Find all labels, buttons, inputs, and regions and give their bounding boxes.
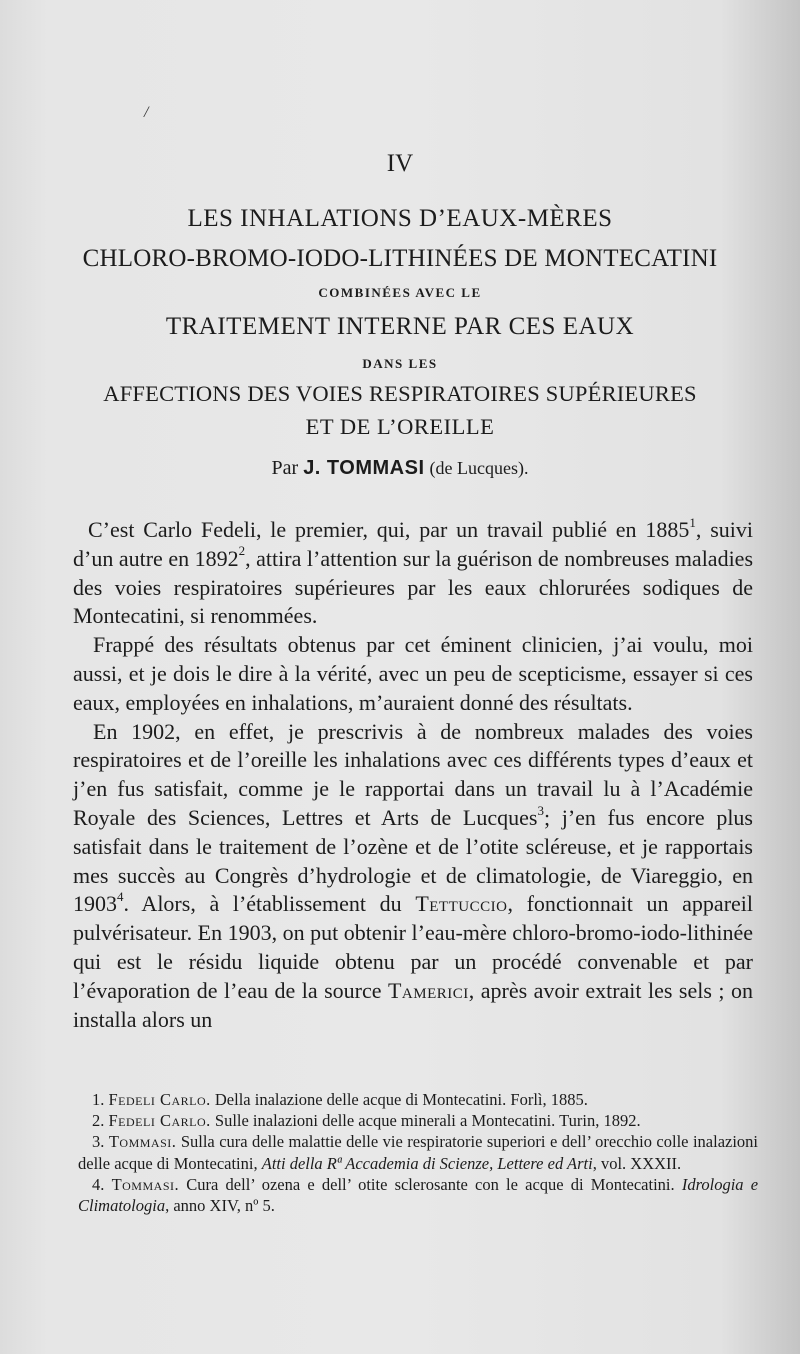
footnote-4-journal: Idrologia e Climatologia: [78, 1174, 759, 1216]
title-line-4: AFFECTIONS DES VOIES RESPIRATOIRES SUPÉRIEURES: [103, 381, 697, 406]
footnote-2-text: Sulle inalazioni delle acque minerali a Montecatini. Turin, 1892.: [214, 1111, 641, 1131]
paragraph-3: [73, 718, 753, 1035]
paragraph-1-text-b: , suivi d’un autre en 1892: [73, 517, 753, 571]
title-line-3: TRAITEMENT INTERNE PAR CES EAUX: [165, 313, 635, 340]
paragraph-1: [73, 516, 753, 631]
section-number: IV: [386, 150, 414, 177]
footnote-3: [78, 1131, 758, 1173]
footnote-4: [78, 1174, 758, 1216]
footnote-3-text: Sulla cura delle malattie delle vie respiratorie superiori e dell’ orecchio colle inalazioni delle acque di Montecatini,: [78, 1132, 759, 1173]
byline: [0, 457, 800, 480]
title-connector-1: COMBINÉES AVEC LE: [318, 285, 482, 300]
title-line-2: CHLORO-BROMO-IODO-LITHINÉES DE MONTECATINI: [82, 245, 718, 272]
paragraph-1-text-c: , attira l’attention sur la guérison de nombreuses maladies des voies respiratoires supérieures par les eaux chlorurées sodiques de Montecatini, si renommées.: [73, 545, 754, 629]
footnote-1: [78, 1089, 758, 1110]
footnote-2-author: Fedeli Carlo.: [108, 1111, 211, 1131]
footnote-ref-2: 2: [238, 543, 246, 559]
footnote-3-tail: , vol. XXXII.: [592, 1153, 682, 1173]
footnote-4-text: Cura dell’ ozena e dell’ otite sclerosante con le acque di Montecatini.: [186, 1174, 675, 1194]
footnote-ref-1: 1: [689, 514, 696, 530]
paragraph-3-text-a: En 1902, en effet, je prescrivis à de nombreux malades des voies respiratoires et de l’oreille les inhalations avec ces différents types d’eaux et j’en fus satisfait, comme je le rapportai dans un travail lu à l’Académie Royale des Sciences, Lettres et Arts de Lucques: [73, 718, 753, 830]
title-line-1: LES INHALATIONS D’EAUX-MÈRES: [187, 205, 613, 232]
footnote-3-journal: Atti della Rª Accademia di Scienze, Lettere ed Arti: [261, 1153, 593, 1173]
footnote-3-number: 3.: [92, 1132, 105, 1152]
footnote-2: [78, 1110, 758, 1131]
author-name: J. TOMMASI: [303, 457, 425, 479]
byline-prefix: Par: [271, 457, 299, 479]
footnotes: [78, 1089, 758, 1216]
paragraph-3-text-c: . Alors, à l’établissement du: [123, 891, 402, 917]
paragraph-3-text-d: , fonctionnait un appareil pulvérisateur. En 1903, on put obtenir l’eau-mère chloro-bromo-iodo-lithinée qui est le résidu liquide obtenu par un procédé convenable et par l’évaporation de l’eau de la source: [73, 891, 754, 1003]
footnote-1-number: 1.: [92, 1090, 105, 1109]
footnote-4-tail: , anno XIV, nº 5.: [165, 1196, 275, 1216]
footnote-2-number: 2.: [92, 1111, 105, 1131]
title-line-5: ET DE L’OREILLE: [305, 414, 495, 439]
footnote-ref-4: 4: [117, 889, 124, 905]
footnote-ref-3: 3: [537, 802, 544, 818]
author-location: (de Lucques).: [429, 458, 529, 478]
footnote-4-author: Tommasi.: [111, 1174, 180, 1194]
footnote-4-number: 4.: [92, 1174, 105, 1194]
paragraph-3-text-e: , après avoir extrait les sels ; on installa alors un: [73, 977, 753, 1032]
paragraph-2: Frappé des résultats obtenus par cet éminent clinicien, j’ai voulu, moi aussi, et je dois le dire à la vérité, avec un peu de scepticisme, essayer si ces eaux, employées en inhalations, m’auraient donné des résultats.: [73, 632, 753, 715]
paragraph-3-text-b: ; j’en fus encore plus satisfait dans le traitement de l’ozène et de l’otite scléreuse, et je rapportais mes succès au Congrès d’hydrologie et de climatologie, de Viareggio, en 1903: [73, 804, 753, 917]
footnote-3-author: Tommasi.: [108, 1132, 177, 1152]
margin-tick-mark: /: [144, 104, 149, 121]
title-connector-2: DANS LES: [362, 356, 438, 371]
footnote-1-text: Della inalazione delle acque di Montecatini. Forlì, 1885.: [214, 1090, 588, 1109]
place-name-tettuccio: Tettuccio: [415, 891, 508, 917]
paragraph-1-text-a: C’est Carlo Fedeli, le premier, qui, par un travail publié en 1885: [88, 517, 690, 542]
place-name-tamerici: Tamerici: [387, 977, 469, 1003]
footnote-1-author: Fedeli Carlo.: [108, 1090, 211, 1109]
body-text: [73, 516, 753, 1034]
